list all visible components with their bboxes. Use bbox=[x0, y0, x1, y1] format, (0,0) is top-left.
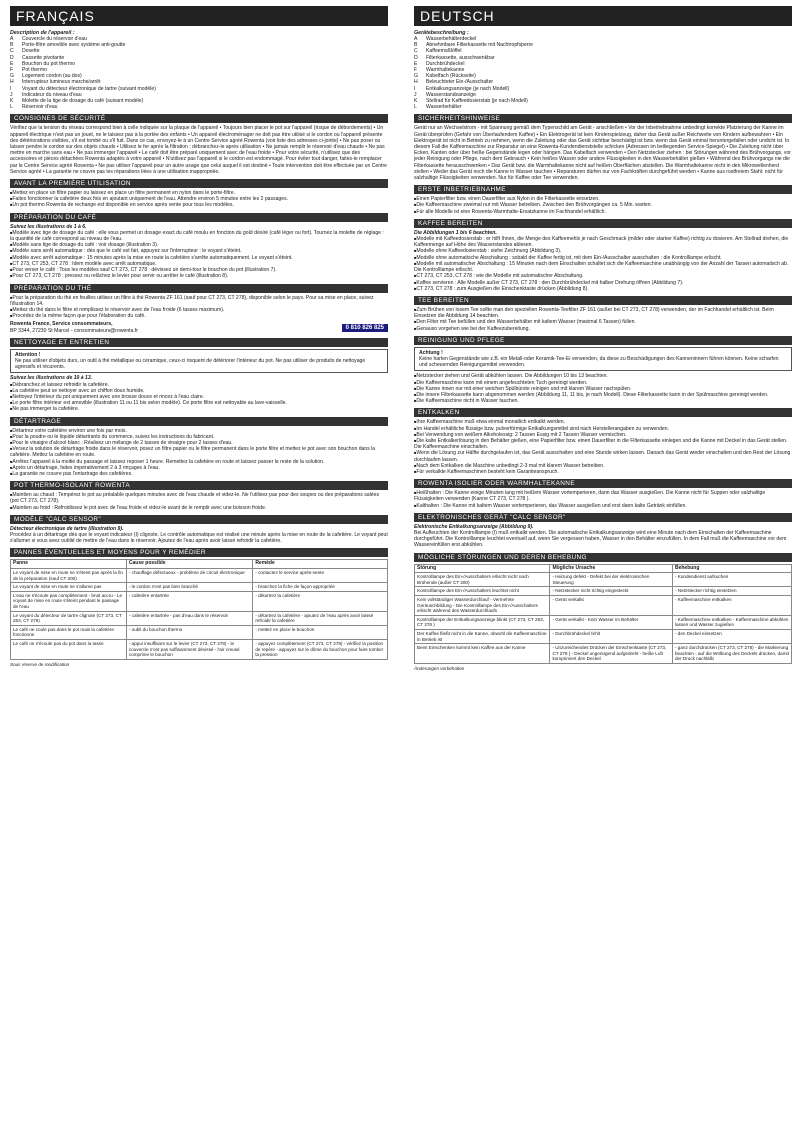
parts-list-fr bbox=[10, 36, 388, 110]
table-cell: - oubli du bouchon thermo bbox=[126, 625, 252, 639]
part-key: C bbox=[414, 48, 418, 55]
part-key: H bbox=[414, 79, 418, 86]
table-row bbox=[11, 611, 388, 625]
table-cell: Der Kaffee fließt nicht in die Kanne, obwohl die Kaffeemaschine in Betrieb ist bbox=[415, 629, 550, 643]
lang-title-de: DEUTSCH bbox=[414, 6, 792, 26]
footnote-fr: Sous réserve de modification bbox=[10, 661, 70, 667]
list-item: ■ Modèle sans tige de dosage du café : voir dosage (illustration 3). bbox=[10, 242, 388, 248]
lang-title-fr: FRANÇAIS bbox=[10, 6, 388, 26]
first-use-list-de bbox=[414, 196, 792, 215]
list-item: ■ Im Handel erhältliche flüssige bzw. pulverförmige Entkalkungsmittel sind nach Herstellerangaben zu verwenden. bbox=[414, 426, 792, 432]
part-key: B bbox=[414, 42, 418, 49]
table-cell: - appui insuffisant sur le levier (CT 273, CT 278) - le couvercle n'est pas suffisamment dévissé - l'air creusé comprime le bouchon bbox=[126, 639, 252, 659]
table-cell: - Netzstecker nicht richtig eingesteckt bbox=[550, 587, 673, 596]
part-key: G bbox=[10, 73, 14, 80]
sensor-sub-fr: Détecteur électronique de tartre (illustration 9). bbox=[10, 525, 124, 532]
list-item: ■ Ne pas immerger la cafetière. bbox=[10, 406, 388, 412]
part-key: K bbox=[414, 98, 418, 105]
list-item: ■ Netzstecker ziehen und Gerät abkühlen lassen. Die Abbildungen 10 bis 13 beachten. bbox=[414, 373, 792, 379]
descale-list-de bbox=[414, 419, 792, 475]
list-item: ■ Zum Brühen von losem Tee sollte man den speziellen Rowenta-Teefilter ZF 161 (außer bei CT 273, CT 278) verwenden, der im Fachhandel erhältlich ist. Beim Einsetzen die Abbildung 14 beachten. bbox=[414, 307, 792, 319]
tea-list-fr bbox=[10, 295, 388, 320]
list-item: ■ Die Kaffeemaschine kann mit einem angefeuchteten Tuch gereinigt werden. bbox=[414, 380, 792, 386]
table-cell: - contactez le service après-vente bbox=[253, 568, 388, 582]
table-cell: - Gerät verkalkt - Kein Wasser im Behälter bbox=[550, 615, 673, 629]
list-item: ■ Kaffee servieren : Alle Modelle außer CT 273, CT 278 : den Durchbrühdeckel mit halber Drehung öffnen (Abbildung 7). bbox=[414, 280, 792, 286]
part-label: Bouchon du pot thermo bbox=[22, 60, 75, 67]
table-cell: Kontrolllampe des Ein-/Ausschalters erlischt nicht nach Brühende (außer CT 200) bbox=[415, 573, 550, 587]
section-header: MODÈLE "CALC SENSOR" bbox=[10, 515, 388, 524]
table-row bbox=[11, 583, 388, 592]
table-header-cell: Panne bbox=[11, 560, 127, 569]
table-cell: - chauffage défectueux - problème de circuit électronique bbox=[126, 568, 252, 582]
part-key: F bbox=[10, 67, 14, 74]
table-header-cell: Störung bbox=[415, 564, 550, 573]
table-row bbox=[415, 644, 792, 664]
thermo-list-de bbox=[414, 490, 792, 509]
service-block bbox=[10, 321, 388, 333]
table-row bbox=[415, 587, 792, 596]
part-key: L bbox=[414, 104, 417, 111]
part-label: Stellrad für Kaffeedosierstab (je nach Modell) bbox=[426, 98, 528, 105]
part-label: Beleuchteter Ein-/Ausschalter bbox=[426, 79, 494, 86]
list-item: ■ Maintien au froid : Refroidissez le pot avec de l'eau froide et videz-le avant de le remplir avec une boisson froide. bbox=[10, 505, 388, 511]
part-key: K bbox=[10, 98, 14, 105]
list-item: ■ La cafetière peut se nettoyer avec un chiffon doux humide. bbox=[10, 388, 388, 394]
part-key: D bbox=[414, 54, 418, 61]
part-key: L bbox=[10, 104, 13, 111]
list-item: ■ Nach dem Entkalken die Maschine unbedingt 2-3 mal mit klarem Wasser betreiben. bbox=[414, 463, 792, 469]
part-item bbox=[414, 104, 792, 110]
list-item: ■ Den Filter mit Tee befüllen und den Wasserbehälter mit kaltem Wasser (maximal 6 Tassen) füllen. bbox=[414, 319, 792, 325]
attention-title: Achtung ! bbox=[419, 349, 443, 356]
brew-list-de bbox=[414, 236, 792, 292]
section-header: POT THERMO-ISOLANT ROWENTA bbox=[10, 481, 388, 490]
table-row bbox=[415, 615, 792, 629]
list-item: ■ Die kalte Entkalkerlösung in den Behälter gießen, eine Papierfilter bzw. einen Dauerfilter in die Filterkassette einlegen und die Kanne mit Deckel in das Gerät stellen. Die Kaffeemaschine einschalten. bbox=[414, 438, 792, 450]
table-row bbox=[415, 573, 792, 587]
list-item: ■ Procédez de la même façon que pour l'élaboration du café. bbox=[10, 313, 388, 319]
table-row bbox=[11, 591, 388, 611]
table-cell: - le cordon n'est pas bien branché bbox=[126, 583, 252, 592]
list-item: ■ Pour le vinaigre d'alcool blanc : Réalisez un mélange de 2 tasses de vinaigre pour 2 tasses d'eau. bbox=[10, 440, 388, 446]
list-item: ■ Modèle sans arrêt automatique : dès que le café est fait, appuyez sur l'interrupteur : le voyant s'éteint. bbox=[10, 248, 388, 254]
table-cell: - ganz durchdrücken (CT 273, CT 278) - die Markierung beachten - auf die Wölbung des Deckels drücken, damit der Druck nachläßt bbox=[672, 644, 791, 664]
list-item: ■ Modèle avec arrêt automatique : 15 minutes après la mise en route la cafetière s'arrête automatiquement. Le voyant s'éteint. bbox=[10, 255, 388, 261]
list-item: ■ Nettoyez l'intérieur du pot uniquement avec une brosse douce et rincez à l'eau claire. bbox=[10, 394, 388, 400]
part-label: Kabelfach (Rückseite) bbox=[426, 73, 476, 80]
list-item: ■ Ihre Kaffeemaschine muß etwa einmal monatlich entkalkt werden. bbox=[414, 419, 792, 425]
table-cell: - branchez la fiche de façon appropriée bbox=[253, 583, 388, 592]
table-cell: - Heizung defekt - Defekt bei der elektronischen Steuerung bbox=[550, 573, 673, 587]
section-header: ELEKTRONISCHES GERÄT "CALC SENSOR" bbox=[414, 513, 792, 522]
list-item: ■ Mettez du thé dans le filtre et remplissez le réservoir avec de l'eau froide (6 tasses maximum). bbox=[10, 307, 388, 313]
footnote-de: Änderungen vorbehalten bbox=[414, 665, 465, 671]
list-item: ■ Modelle ohne automatische Abschaltung : sobald der Kaffee fertig ist, mit dem Ein-/Ausschalter ausschalten : die Kontrolllampe erlischt. bbox=[414, 255, 792, 261]
section-header: AVANT LA PREMIÈRE UTILISATION bbox=[10, 179, 388, 188]
part-label: Pot thermo bbox=[22, 67, 47, 74]
part-label: Porte-filtre amovible avec système anti-goutte bbox=[22, 42, 126, 49]
list-item: ■ Modelle mit automatischer Abschaltung : 15 Minuten nach dem Einschalten schaltet sich die Kaffeemaschine unabhängig von der Anzahl der Tassen automatisch ab. Die Kontrolllampe erlischt. bbox=[414, 261, 792, 273]
sensor-text-de: Bei Aufleuchten der Kontrolllampe (I) muß entkalkt werden. Die automatische Entkalkungsanzeige wird eine Minute nach dem Einschalten der Kaffeemaschine durchgeführt. Die Kontrolllampe leuchtet eventuell auf, wenn Sie vergessen haben, Wasser in den Behälter einzufüllen. In dem Fall muß die Kaffeemaschine vor dem Wassereinfüllen erst abkühlen. bbox=[414, 529, 787, 549]
table-header-cell: Mögliche Ursache bbox=[550, 564, 673, 573]
clean-list-fr bbox=[10, 382, 388, 413]
attention-box-fr bbox=[10, 349, 388, 374]
column-francais bbox=[10, 6, 388, 667]
section-header: ROWENTA ISOLIER ODER WARMHALTEKANNE bbox=[414, 479, 792, 488]
parts-list-de bbox=[414, 36, 792, 110]
table-cell: - Kundendienst aufsuchen bbox=[672, 573, 791, 587]
list-item: ■ Bei Verwendung von weißem Alkoholessig: 2 Tassen Essig mit 2 Tassen Wasser vermischen. bbox=[414, 432, 792, 438]
table-cell: Kontrolllampe der Entkalkungsanzeige blinkt (CT 273, CT 253, CT 278 ) bbox=[415, 615, 550, 629]
section-header: TEE BEREITEN bbox=[414, 296, 792, 305]
part-label: Entkalkungsanzeige (je nach Modell) bbox=[426, 85, 510, 92]
list-item: ■ Die innere Filterkassette kann abgenommen werden (Abbildung 11, 11 bis, je nach Modell). Diese Filterkassette kann in der Spülmaschine gereinigt werden. bbox=[414, 392, 792, 398]
phone-number-badge: 0 810 826 825 bbox=[342, 324, 388, 332]
table-cell: - mettez en place le bouchon bbox=[253, 625, 388, 639]
part-key: J bbox=[10, 91, 13, 98]
table-cell: - Kaffeemaschine entkalken - Kaffeemaschine abkühlen lassen und Wasser zugießen bbox=[672, 615, 791, 629]
list-item: ■ Pour la préparation du thé en feuilles utilisez un filtre à thé Rowenta ZF 161 (sauf pour CT 273, CT 278), disponible selon le pays. Pour sa mise en place, suivez l'illustration 14. bbox=[10, 295, 388, 307]
table-header-cell: Cause possible bbox=[126, 560, 252, 569]
part-key: A bbox=[414, 36, 418, 42]
section-header: NETTOYAGE ET ENTRETIEN bbox=[10, 338, 388, 347]
list-item: ■ Pour CT 273, CT 278 : pressez ou relâchez le levier pour servir ou arrêter le café (illustration 8). bbox=[10, 273, 388, 279]
attention-text: Keine harten Gegenstände wie z.B. ein Metall-oder Keramik-Tee-Ei verwenden, da diese zu Beschädigungen des Kanneninnern führen können. Keine scharfen und scheuernden Reinigungsmittel verwenden. bbox=[419, 355, 779, 369]
part-key: E bbox=[414, 60, 418, 67]
service-line: Rowenta France, Service consommateurs, bbox=[10, 321, 113, 328]
list-item: ■ Die Kanne innen nur mit einer weichen Spülbürste reinigen und mit klarem Wasser nachspülen. bbox=[414, 386, 792, 392]
part-key: J bbox=[414, 91, 417, 98]
part-label: Durchbrühdeckel bbox=[426, 60, 465, 67]
table-cell: - Durchbrühdeckel fehlt bbox=[550, 629, 673, 643]
attention-title: Attention ! bbox=[15, 351, 41, 358]
list-item: ■ Détartrez votre cafetière environ une fois par mois. bbox=[10, 428, 388, 434]
part-key: A bbox=[10, 36, 14, 42]
list-item: ■ Maintien au chaud : Tempérez le pot au préalable quelques minutes avec de l'eau chaude et videz-le. Ne l'utilisez pas pour des soupes ou des préparations salées (pot CT 273, CT 278). bbox=[10, 492, 388, 504]
descale-list-fr bbox=[10, 428, 388, 478]
list-item: ■ Un pot thermo Rowenta de rechange est disponible en service après vente pour tous les modèles. bbox=[10, 202, 388, 208]
table-row bbox=[11, 568, 388, 582]
list-item: ■ Mettez en place un filtre papier ou laissez en place un filtre permanent en nylon dans le porte-filtre. bbox=[10, 190, 388, 196]
column-deutsch bbox=[414, 6, 792, 671]
list-item: ■ Modelle mit Kaffeedosierstab : er hilft Ihnen, die Menge des Kaffeemehls je nach Geschmack (milder oder starker Kaffee) richtig zu dosieren. Am Stellrad drehen, die Kaffeemenge auf Höhe des Wasserstandes ablesen. bbox=[414, 236, 792, 248]
prep-list-fr bbox=[10, 230, 388, 280]
section-header: SICHERHEITSHINWEISE bbox=[414, 114, 792, 123]
brew-sub-de: Die Abbildungen 1 bis 6 beachten. bbox=[414, 229, 497, 236]
part-label: Dosette bbox=[22, 48, 40, 55]
list-item: ■ CT 273, CT 253, CT 278 : wie die Modelle mit automatischer Abschaltung. bbox=[414, 273, 792, 279]
section-header: PANNES ÉVENTUELLES ET MOYENS POUR Y REMÉDIER bbox=[10, 548, 388, 557]
list-item: ■ CT 273, CT 278 : zum Ausgießen die Einschenktaste drücken (Abbildung 8). bbox=[414, 286, 792, 292]
list-item: ■ Für verkalkte Kaffeemaschinen besteht kein Garantieanspruch. bbox=[414, 469, 792, 475]
table-row bbox=[11, 639, 388, 659]
table-cell: Kontrolllampe des Ein-/Ausschalters leuchtet nicht bbox=[415, 587, 550, 596]
table-row bbox=[11, 625, 388, 639]
part-key: G bbox=[414, 73, 418, 80]
table-cell: - détartrez la cafetière - ajoutez de l'eau après avoir laissé refroidir la cafetière bbox=[253, 611, 388, 625]
table-cell: - Unzureichendes Drücken der Einschenktaste (CT 273, CT 278 ) - Deckel ungenügend aufgedreht - heiße Luft komprimiert den Deckel bbox=[550, 644, 673, 664]
tea-list-de bbox=[414, 307, 792, 332]
first-use-list-fr bbox=[10, 190, 388, 209]
trouble-table-fr bbox=[10, 559, 388, 659]
part-key: C bbox=[10, 48, 14, 55]
sensor-sub-de: Elektronische Entkalkungsanzeige (Abbildung 9). bbox=[414, 523, 534, 530]
table-cell: - den Deckel einsetzen bbox=[672, 629, 791, 643]
table-cell: Le café ne coule pas dans le pot mais la cafetière fonctionne bbox=[11, 625, 127, 639]
part-label: Voyant du détecteur électronique de tartre (suivant modèle) bbox=[22, 85, 156, 92]
part-label: Logement cordon (au dos) bbox=[22, 73, 82, 80]
list-item: ■ CT 273, CT 253, CT 278 : Idem modèle avec arrêt automatique. bbox=[10, 261, 388, 267]
part-label: Wasserbehälter bbox=[426, 104, 462, 111]
list-item: ■ Pour verser le café : Tous les modèles sauf CT 273, CT 278 : dévissez un demi-tour le bouchon du pot (illustration 7). bbox=[10, 267, 388, 273]
list-item: ■ Modelle ohne Kaffeedosierstab : siehe Zeichnung (Abbildung 3). bbox=[414, 248, 792, 254]
table-cell: L'eau ne s'écoule pas complètement - bruit accru - Le voyant de mise en route s'éteint pendant le passage de l'eau bbox=[11, 591, 127, 611]
clean-list-de bbox=[414, 373, 792, 404]
attention-box-de bbox=[414, 347, 792, 372]
part-label: Wasserbehälterdeckel bbox=[426, 36, 477, 42]
table-cell: Kein vollständiger Wasserdurchlauf - Vermehrte Geräuschbildung - Die Kontrolllampe des Ein-/Ausschalters erlischt während des Wasserdurchlaufs bbox=[415, 595, 550, 615]
desc-title-de: Gerätebeschreibung : bbox=[414, 30, 469, 36]
part-label: Interrupteur lumineux marche/arrêt bbox=[22, 79, 101, 86]
section-header: CONSIGNES DE SÉCURITÉ bbox=[10, 114, 388, 123]
section-header: PRÉPARATION DU CAFÉ bbox=[10, 213, 388, 222]
part-label: Cassette pivotante bbox=[22, 54, 65, 61]
table-cell: - cafetière entartrée bbox=[126, 591, 252, 611]
list-item: ■ Pour la poudre ou le liquide détartrants du commerce, suivez les instructions du fabricant. bbox=[10, 434, 388, 440]
sensor-text-fr: Procédez à un détartrage dès que le voyant indicateur (I) clignote. Le contrôle automatique est réalisé une minute après la mise en route de la cafetière. Le voyant peut s'allumer si vous avez oublié de mettre de l'eau dans le réservoir. Ajoutez de l'eau après avoir laissé refroidir la cafetière. bbox=[10, 531, 388, 545]
section-header: KAFFEE BEREITEN bbox=[414, 219, 792, 228]
thermo-list-fr bbox=[10, 492, 388, 511]
table-cell: Le voyant de mise en route ne s'allume pas bbox=[11, 583, 127, 592]
part-key: H bbox=[10, 79, 14, 86]
list-item: ■ Die Kaffeemaschine zweimal nur mit Wasser betreiben. Zwischen den Brühvorgängen ca. 5 Min. warten. bbox=[414, 202, 792, 208]
list-item: ■ Après un détartrage, faites impérativement 2 à 3 rinçages à l'eau. bbox=[10, 465, 388, 471]
part-key: I bbox=[414, 85, 416, 92]
table-cell: Le café ne s'écoule pas du pot dans la tasse bbox=[11, 639, 127, 659]
list-item: ■ La garantie ne couvre pas l'entartrage des cafetières. bbox=[10, 471, 388, 477]
desc-title-fr: Description de l'appareil : bbox=[10, 30, 75, 36]
table-cell: - Kaffeemaschine entkalken bbox=[672, 595, 791, 615]
part-key: D bbox=[10, 54, 14, 61]
list-item: ■ Modèle avec tige de dosage du café : elle vous permet un dosage exact du café moulu en fonction du goût désiré (café léger ou fort). Tournez la molette de réglage : la quantité de café correspond au niveau de l'eau. bbox=[10, 230, 388, 242]
part-label: Wasserstandsanzeige bbox=[426, 91, 476, 98]
list-item: ■ Wenn die Lösung zur Hälfte durchgelaufen ist, das Gerät ausschalten und eine Stunde wirken lassen. Danach das Gerät wieder einschalten und den Rest der Lösung durchlaufen lassen. bbox=[414, 450, 792, 462]
service-line: BP 3344, 27230 St Marcel - consommateurs@rowenta.fr bbox=[10, 327, 138, 334]
table-cell: - Netzstecker richtig einsetzen bbox=[672, 587, 791, 596]
attention-text: Ne pas utiliser d'objets durs, un outil à thé métallique ou céramique, ceux-ci risquent de détériorer l'intérieur du pot. Ne pas utiliser de produits de nettoyage agressifs et récurents. bbox=[15, 357, 366, 371]
list-item: ■ Le porte filtre intérieur est amovible (illustration 11 ou 11 bis selon modèle). Ce porte filtre est nettoyable au lave-vaisselle. bbox=[10, 400, 388, 406]
part-key: E bbox=[10, 60, 14, 67]
list-item: ■ Für alle Modelle ist eine Rowenta-Warmhalte-Ersatzkanne im Fachhandel erhältlich. bbox=[414, 209, 792, 215]
list-item: ■ Kalthalten : Die Kanne mit kaltem Wasser vortemperieren, das Wasser ausgießen und erst dann kalte Getränk einfüllen. bbox=[414, 503, 792, 509]
list-item: ■ Versez la solution de détartrage froide dans le réservoir, posez un filtre papier ou le filtre permanent dans le porte filtre et mettez le pot avec son bouchon dans la cafetière. Mettez la cafetière en route. bbox=[10, 446, 388, 458]
part-label: Indicateur du niveau d'eau bbox=[22, 91, 82, 98]
table-row bbox=[415, 629, 792, 643]
part-label: Kaffeemaßlöffel bbox=[426, 48, 462, 55]
part-label: Filterkassette, ausschwenkbar bbox=[426, 54, 495, 61]
part-key: I bbox=[10, 85, 12, 92]
section-header: MÖGLICHE STÖRUNGEN UND DEREN BEHEBUNG bbox=[414, 553, 792, 562]
part-key: F bbox=[414, 67, 418, 74]
table-header-cell: Behebung bbox=[672, 564, 791, 573]
part-label: Réservoir d'eau bbox=[22, 104, 58, 111]
part-label: Molette de la tige de dosage du café (suivant modèle) bbox=[22, 98, 144, 105]
part-label: Warmhaltekanne bbox=[426, 67, 465, 74]
safety-text-de: Gerät nur an Wechselstrom - mit Spannung gemäß dem Typenschild am Gerät - anschließen • Vor der Inbetriebnahme unbedingt korrekte Platzierung der Kanne im Gerät überprüfen (Gefahr von Überlaufendem Kaffee) • Ein Elektrogerät ist kein Kinderspielzeug, daher das Gerät außer Reichweite von Kindern aufbewahren • Ein Elektrogerät ist nicht in Betrieb zu nehmen, wenn die Zuleitung oder das Gerät sichtbar beschädigt ist bzw. wenn das Gerät einmal heruntergefallen oder undicht ist. In diesem Fall die Kaffeemaschine zur Reparatur an eine Rowenta-Kundendienststelle schicken (Adressen im beiliegenden Service-Spiegel) • Die Zuleitung nicht über Ecken, Kanten oder über heiße Gegenstände legen oder hängen. Das Kabelfach verwenden • Den Netzstecker ziehen : bei Störungen während des Brühvorgangs, vor jeder Reinigung oder Pflege, nach dem Gebrauch • Kein heißes Wasser oder andere Flüssigkeiten in den Wasserbehälter gießen • Während des Brühvorgangs nie die Filterkassette herausschwenken • Das Gerät bzw. die Warmhaltekanne nicht auf heißen Oberflächen abstellen. Die Warmhaltekanne nicht in den Mikrowellenherd stellen • Weder das Gerät noch die Kanne in Wasser tauchen • Reparaturen dürfen nur von Fachkräften durchgeführt werden • Kanne aus rostfreiem Stahl: nicht für salzhaltige Flüssigkeiten verwenden. Nur für Kaffee oder Tee verwenden. bbox=[414, 125, 791, 182]
table-cell: - appuyez complètement (CT 273, CT 278) - vérifiez la position de repère - appuyez sur le dôme du bouchon pour faire tomber la pression bbox=[253, 639, 388, 659]
safety-text-fr: Vérifiez que la tension du réseau correspond bien à celle indiquée sur la plaque de l'appareil • Toujours bien placer le pot sur l'appareil (risque de débordements) • Un appareil électrique n'est pas un jouet, ne le laissez pas à la portée des enfants • Un appareil électroménager ne doit pas être utilisé si le cordon ou l'appareil présente des détériorations visibles, s'il est tombé ou s'il fuit. Dans ce cas, envoyez-le à un Centre Service agréé Rowenta (voir liste des adresses ci-jointe) • Ne pas poser ou laisser pendre le cordon sur des objets chauds • Utilisez le fer après la filtration ; débranchez-le après utilisation • Ne jamais remplir le réservoir d'eau chaude • Ne pas mettre en marche sans eau • Ne pas immerger l'appareil • Le café doit être préparé uniquement avec de l'eau froide • Pour votre sécurité, n'utilisez que des accessoires et pièces détachées Rowenta adaptés à votre appareil • N'utilisez pas l'appareil si le cordon est endommagé. Pour éviter tout danger, faites-le remplacer par le Centre Service agréé Rowenta • Ne pas utiliser l'appareil pour un autre usage que celui auquel il est destiné • Toute intervention doit être effectuée par un Centre Service agréé • La garantie ne couvre pas les réparations liées à une utilisation inappropriée. bbox=[10, 125, 387, 175]
table-cell: Le voyant de mise en route ne s'éteint pas après la fin de la préparation (sauf CT 200) bbox=[11, 568, 127, 582]
table-cell: - Gerät verkalkt bbox=[550, 595, 673, 615]
list-item: ■ Débranchez et laissez refroidir la cafetière. bbox=[10, 382, 388, 388]
table-cell: Beim Einschenken kommt kein Kaffee aus der Kanne bbox=[415, 644, 550, 664]
table-cell: - détartrez la cafetière bbox=[253, 591, 388, 611]
section-header: DÉTARTRAGE bbox=[10, 417, 388, 426]
list-item: ■ Faites fonctionner la cafetière deux fois en ajoutant uniquement de l'eau. Attendre environ 5 minutes entre les 2 passages. bbox=[10, 196, 388, 202]
prep-sub-fr: Suivez les illustrations de 1 à 6. bbox=[10, 223, 87, 230]
section-header: ENTKALKEN bbox=[414, 408, 792, 417]
section-header: ERSTE INBETRIEBNAHME bbox=[414, 185, 792, 194]
table-header-cell: Remède bbox=[253, 560, 388, 569]
trouble-table-de bbox=[414, 564, 792, 664]
section-header: REINIGUNG UND PFLEGE bbox=[414, 336, 792, 345]
clean-sub-fr: Suivez les illustrations de 10 à 13. bbox=[10, 375, 93, 382]
table-row bbox=[415, 595, 792, 615]
part-key: B bbox=[10, 42, 14, 49]
table-cell: - cafetière entartrée - pas d'eau dans le réservoir bbox=[126, 611, 252, 625]
list-item: ■ Arrêtez l'appareil à la moitié du passage et laissez reposer 1 heure. Remettez la cafetière en route et laissez passer le reste de la solution. bbox=[10, 459, 388, 465]
section-header: PRÉPARATION DU THÉ bbox=[10, 284, 388, 293]
part-label: Abnehmbare Filterkassette mit Nachtropfsperre bbox=[426, 42, 534, 49]
table-cell: Le voyant du détecteur de tartre clignote (CT 273, CT 253, CT 278) bbox=[11, 611, 127, 625]
part-item bbox=[10, 104, 388, 110]
list-item: ■ Genauso vorgehen wie bei der Kaffeezubereitung. bbox=[414, 326, 792, 332]
list-item: ■ Heißhalten : Die Kanne einige Minuten lang mit heißem Wasser vortemperieren, dann das Wasser ausgießen. Die Kanne nicht für Suppen oder salzhaltige Flüssigkeiten verwenden (Kanne CT 273, CT 278 ). bbox=[414, 490, 792, 502]
part-label: Couvercle du réservoir d'eau bbox=[22, 36, 87, 42]
list-item: ■ Die Kaffeemaschine nicht in Wasser tauchen. bbox=[414, 398, 792, 404]
list-item: ■ Einen Papierfilter bzw. einen Dauerfilter aus Nylon in die Filterkassette einsetzen. bbox=[414, 196, 792, 202]
